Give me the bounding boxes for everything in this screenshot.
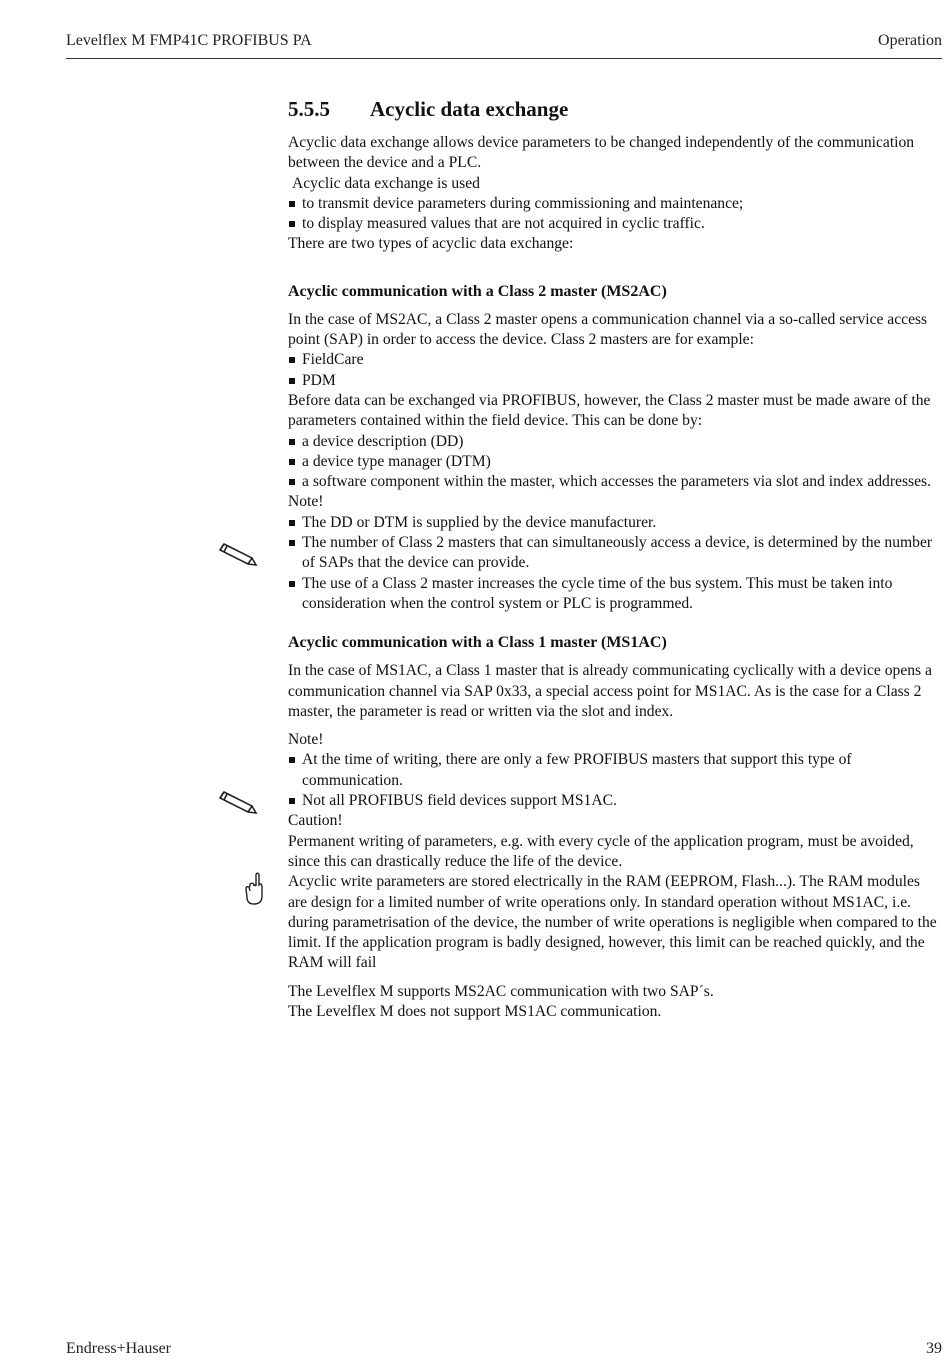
page-number: 39 [926,1340,942,1357]
ms2ac-note-list [288,513,942,614]
caution-paragraph-1: Permanent writing of parameters, e.g. with every cycle of the application program, must be avoided, since this can drastically reduce the life of the device. [288,832,914,870]
list-item: The DD or DTM is supplied by the device manufacturer. [288,513,942,533]
list-item: a device type manager (DTM) [288,452,942,472]
used-list [288,194,942,235]
closing-line-2: The Levelflex M does not support MS1AC communication. [288,1002,662,1020]
intro-paragraph: Acyclic data exchange allows device parameters to be changed independently of the communication between the device and a PLC. [288,134,915,172]
list-item: The use of a Class 2 master increases the cycle time of the bus system. This must be taken into consideration when the control system or PLC is programmed. [288,574,942,615]
list-item: At the time of writing, there are only a few PROFIBUS masters that support this type of communication. [288,750,942,791]
list-item: to display measured values that are not acquired in cyclic traffic. [288,214,942,234]
list-item: Not all PROFIBUS field devices support MS1AC. [288,791,942,811]
ms2ac-heading: Acyclic communication with a Class 2 master (MS2AC) [288,282,667,300]
note-label: Note! [288,731,324,749]
pencil-icon [218,788,258,814]
list-item: a software component within the master, which accesses the parameters via slot and index addresses. [288,472,942,492]
footer-company: Endress+Hauser [66,1340,171,1357]
section-heading [288,96,942,122]
note-label: Note! [288,493,324,511]
list-item: to transmit device parameters during commissioning and maintenance; [288,194,942,214]
section-title: Acyclic data exchange [370,97,569,121]
aware-paragraph: Before data can be exchanged via PROFIBUS, however, the Class 2 master must be made aware of the parameters contained within the field device. This can be done by: [288,391,931,430]
caution-label: Caution! [288,812,343,830]
aware-list [288,432,942,493]
masters-list [288,350,942,391]
page-content [288,96,942,1022]
ms2ac-paragraph: In the case of MS2AC, a Class 2 master opens a communication channel via a so-called service access point (SAP) in order to access the device. Class 2 masters are for example: [288,310,928,349]
ms1ac-note-list [288,750,942,811]
header-document-title: Levelflex M FMP41C PROFIBUS PA [66,32,312,49]
list-item: FieldCare [288,350,942,370]
types-paragraph: There are two types of acyclic data exchange: [288,235,574,253]
pointing-hand-icon [243,872,265,906]
header-chapter: Operation [878,32,942,49]
ms1ac-heading: Acyclic communication with a Class 1 master (MS1AC) [288,634,667,652]
ms1ac-paragraph: In the case of MS1AC, a Class 1 master that is already communicating cyclically with a device opens a communication channel via SAP 0x33, a special access point for MS1AC. As is the case for a Class 2 master, the parameter is read or written via the slot and index. [288,662,932,720]
used-label: Acyclic data exchange is used [292,174,480,192]
list-item: PDM [288,371,942,391]
section-number: 5.5.5 [288,97,330,121]
list-item: The number of Class 2 masters that can simultaneously access a device, is determined by the number of SAPs that the device can provide. [288,533,942,574]
page-header [66,30,942,59]
closing-line-1: The Levelflex M supports MS2AC communication with two SAP´s. [288,982,714,1000]
caution-paragraph-2: Acyclic write parameters are stored electrically in the RAM (EEPROM, Flash...). The RAM modules are design for a limited number of write operations only. In standard operation without MS1AC, i.e. during parametrisation of the device, the number of write operations is negligible when compared to the limit. If the application program is badly designed, however, this limit can be reached quickly, and the RAM will fail [288,873,937,972]
pencil-icon [218,540,258,566]
list-item: a device description (DD) [288,432,942,452]
